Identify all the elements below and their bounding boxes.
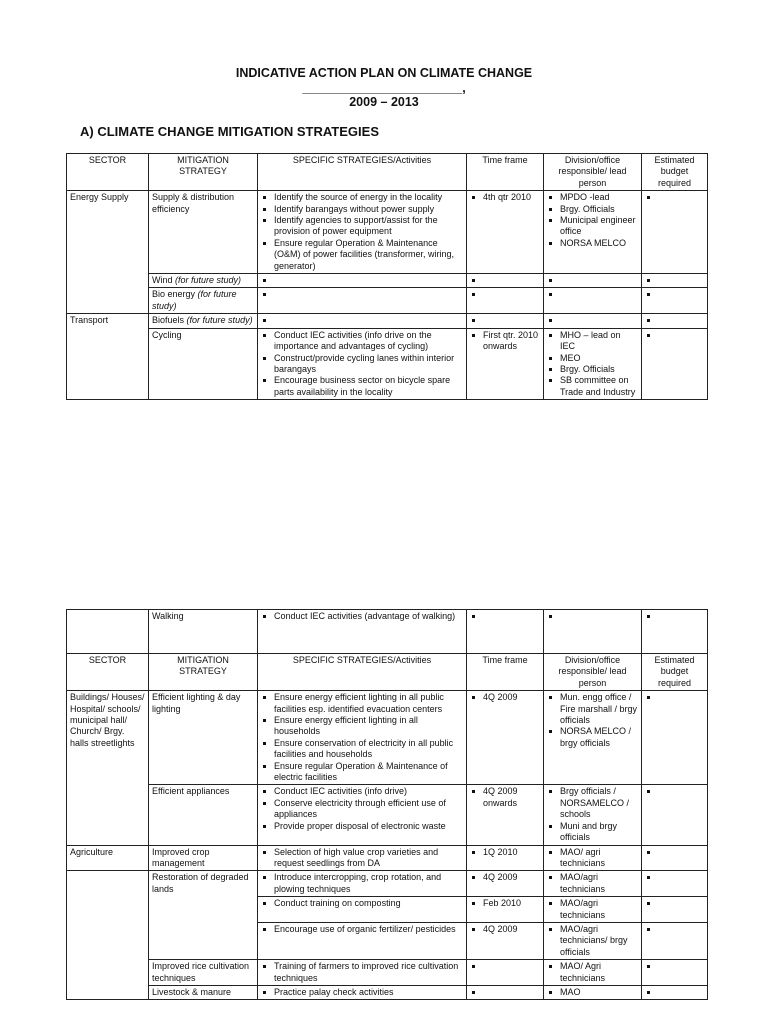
sector-agriculture: Agriculture xyxy=(67,845,149,871)
list-item: Provide proper disposal of electronic waste xyxy=(261,821,463,832)
list-item: Feb 2010 xyxy=(470,898,540,909)
budget-cell xyxy=(642,871,708,897)
division-cell xyxy=(544,871,642,897)
header-strategy: MITIGATION STRATEGY xyxy=(149,154,258,191)
header-division: Division/office responsible/ lead person xyxy=(544,154,642,191)
year-range: 2009 – 2013 xyxy=(349,95,419,109)
list-item: Conserve electricity through efficient use of appliances xyxy=(261,798,463,821)
sector-transport: Transport xyxy=(67,314,149,400)
list-item: Ensure conservation of electricity in all public facilities and households xyxy=(261,738,463,761)
division-cell xyxy=(544,960,642,986)
sector-cell-empty xyxy=(67,871,149,1000)
header-row xyxy=(67,154,708,191)
section-heading-mitigation: A) CLIMATE CHANGE MITIGATION STRATEGIES xyxy=(80,124,379,139)
division-cell xyxy=(544,845,642,871)
list-item: Conduct IEC activities (advantage of walking) xyxy=(261,611,463,622)
list-item: MAO/agri technicians/ brgy officials xyxy=(547,924,638,958)
list-item: Identify agencies to support/assist for the provision of power equipment xyxy=(261,215,463,238)
activities-cell xyxy=(258,871,467,897)
table-row xyxy=(67,191,708,274)
activities-cell xyxy=(258,610,467,654)
strategy-efficient-appliances: Efficient appliances xyxy=(149,785,258,845)
bullet xyxy=(645,192,704,203)
strategy-efficient-lighting: Efficient lighting & day lighting xyxy=(149,691,258,785)
list-item: 4th qtr 2010 xyxy=(470,192,540,203)
list-item: 4Q 2009 onwards xyxy=(470,786,540,809)
sector-cell-empty xyxy=(67,610,149,654)
header-budget: Estimated budget required xyxy=(642,154,708,191)
header-activities: SPECIFIC STRATEGIES/Activities xyxy=(258,154,467,191)
strategy-cycling: Cycling xyxy=(149,328,258,399)
list-item: Conduct IEC activities (info drive) xyxy=(261,786,463,797)
budget-cell xyxy=(642,985,708,999)
activities-cell xyxy=(258,691,467,785)
list-item: Identify barangays without power supply xyxy=(261,204,463,215)
budget-cell xyxy=(642,922,708,959)
budget-cell xyxy=(642,191,708,274)
table-row xyxy=(67,785,708,845)
list-item: Encourage business sector on bicycle spare parts availability in the locality xyxy=(261,375,463,398)
sector-energy-supply: Energy Supply xyxy=(67,191,149,314)
division-cell xyxy=(544,610,642,654)
table-row xyxy=(67,288,708,314)
header-timeframe: Time frame xyxy=(467,154,544,191)
budget-cell xyxy=(642,288,708,314)
list-item: Construct/provide cycling lanes within interior barangays xyxy=(261,353,463,376)
activities-cell xyxy=(258,274,467,288)
division-cell xyxy=(544,785,642,845)
division-cell xyxy=(544,985,642,999)
list-item: Brgy officials / NORSAMELCO / schools xyxy=(547,786,638,820)
table-row xyxy=(67,610,708,654)
division-cell xyxy=(544,191,642,274)
activities-cell xyxy=(258,328,467,399)
list-item: 4Q 2009 xyxy=(470,692,540,703)
budget-cell xyxy=(642,314,708,328)
list-item: Brgy. Officials xyxy=(547,364,638,375)
list-item: Ensure regular Operation & Maintenance of electric facilities xyxy=(261,761,463,784)
budget-cell xyxy=(642,274,708,288)
division-cell xyxy=(544,314,642,328)
list-item: NORSA MELCO xyxy=(547,238,638,249)
strategy-livestock: Livestock & manure xyxy=(149,985,258,999)
table-row xyxy=(67,314,708,328)
strategy-rice-cultivation: Improved rice cultivation techniques xyxy=(149,960,258,986)
list-item: Conduct IEC activities (info drive on the importance and advantages of cycling) xyxy=(261,330,463,353)
list-item: Introduce intercropping, crop rotation, and plowing techniques xyxy=(261,872,463,895)
header-budget: Estimated budget required xyxy=(642,654,708,691)
activities-cell xyxy=(258,191,467,274)
list-item: First qtr. 2010 onwards xyxy=(470,330,540,353)
strategy-bio-energy: Bio energy (for future study) xyxy=(149,288,258,314)
list-item: MAO/ agri technicians xyxy=(547,847,638,870)
budget-cell xyxy=(642,328,708,399)
budget-cell xyxy=(642,897,708,923)
table-row xyxy=(67,691,708,785)
list-item: Selection of high value crop varieties and request seedlings from DA xyxy=(261,847,463,870)
list-item: MAO xyxy=(547,987,638,998)
timeframe-cell xyxy=(467,871,544,897)
header-division: Division/office responsible/ lead person xyxy=(544,654,642,691)
list-item: Encourage use of organic fertilizer/ pesticides xyxy=(261,924,463,935)
budget-cell xyxy=(642,610,708,654)
timeframe-cell xyxy=(467,328,544,399)
timeframe-cell xyxy=(467,985,544,999)
list-item: Training of farmers to improved rice cultivation techniques xyxy=(261,961,463,984)
activities-cell xyxy=(258,922,467,959)
timeframe-cell xyxy=(467,960,544,986)
strategy-restoration: Restoration of degraded lands xyxy=(149,871,258,960)
list-item: Brgy. Officials xyxy=(547,204,638,215)
strategy-biofuels: Biofuels (for future study) xyxy=(149,314,258,328)
list-item: MEO xyxy=(547,353,638,364)
list-item: 4Q 2009 xyxy=(470,924,540,935)
header-timeframe: Time frame xyxy=(467,654,544,691)
timeframe-cell xyxy=(467,785,544,845)
budget-cell xyxy=(642,691,708,785)
timeframe-cell xyxy=(467,191,544,274)
list-item: Identify the source of energy in the locality xyxy=(261,192,463,203)
strategy-supply-efficiency: Supply & distribution efficiency xyxy=(149,191,258,274)
list-item: MAO/agri technicians xyxy=(547,872,638,895)
list-item: MAO/agri technicians xyxy=(547,898,638,921)
activities-cell xyxy=(258,897,467,923)
table-row xyxy=(67,328,708,399)
table-row xyxy=(67,845,708,871)
activities-cell xyxy=(258,288,467,314)
list-item: Ensure energy efficient lighting in all households xyxy=(261,715,463,738)
list-item: MPDO -lead xyxy=(547,192,638,203)
table-row xyxy=(67,871,708,897)
list-item: MHO – lead on IEC xyxy=(547,330,638,353)
budget-cell xyxy=(642,785,708,845)
list-item: Ensure energy efficient lighting in all public facilities esp. identified evacuation centers xyxy=(261,692,463,715)
table-row xyxy=(67,960,708,986)
division-cell xyxy=(544,691,642,785)
list-item: 4Q 2009 xyxy=(470,872,540,883)
activities-cell xyxy=(258,314,467,328)
division-cell xyxy=(544,897,642,923)
timeframe-cell xyxy=(467,288,544,314)
division-cell xyxy=(544,288,642,314)
header-sector: SECTOR xyxy=(67,654,149,691)
list-item: Mun. engg office / Fire marshall / brgy officials xyxy=(547,692,638,726)
mitigation-table-part-2 xyxy=(66,609,708,1000)
division-cell xyxy=(544,922,642,959)
timeframe-cell xyxy=(467,314,544,328)
list-item: Conduct training on composting xyxy=(261,898,463,909)
list-item: MAO/ Agri technicians xyxy=(547,961,638,984)
table-row xyxy=(67,274,708,288)
budget-cell xyxy=(642,960,708,986)
document-title: INDICATIVE ACTION PLAN ON CLIMATE CHANGE xyxy=(235,66,533,80)
timeframe-cell xyxy=(467,691,544,785)
strategy-wind: Wind (for future study) xyxy=(149,274,258,288)
strategy-crop-management: Improved crop management xyxy=(149,845,258,871)
header-strategy: MITIGATION STRATEGY xyxy=(149,654,258,691)
activities-cell xyxy=(258,785,467,845)
timeframe-cell xyxy=(467,897,544,923)
header-row xyxy=(67,654,708,691)
strategy-walking: Walking xyxy=(149,610,258,654)
list-item: NORSA MELCO / brgy officials xyxy=(547,726,638,749)
budget-cell xyxy=(642,845,708,871)
activities-cell xyxy=(258,845,467,871)
list-item: Practice palay check activities xyxy=(261,987,463,998)
mitigation-table-part-1 xyxy=(66,153,708,400)
timeframe-cell xyxy=(467,610,544,654)
timeframe-cell xyxy=(467,845,544,871)
list-item: 1Q 2010 xyxy=(470,847,540,858)
timeframe-cell xyxy=(467,274,544,288)
list-item: SB committee on Trade and Industry xyxy=(547,375,638,398)
division-cell xyxy=(544,328,642,399)
list-item: Ensure regular Operation & Maintenance (O&M) of power facilities (transformer, wiring, generator) xyxy=(261,238,463,272)
list-item: Municipal engineer office xyxy=(547,215,638,238)
header-sector: SECTOR xyxy=(67,154,149,191)
header-activities: SPECIFIC STRATEGIES/Activities xyxy=(258,654,467,691)
timeframe-cell xyxy=(467,922,544,959)
sector-buildings: Buildings/ Houses/ Hospital/ schools/ municipal hall/ Church/ Brgy. halls streetlights xyxy=(67,691,149,845)
list-item: Muni and brgy officials xyxy=(547,821,638,844)
division-cell xyxy=(544,274,642,288)
table-row xyxy=(67,985,708,999)
activities-cell xyxy=(258,985,467,999)
activities-cell xyxy=(258,960,467,986)
blank-line: _______________________, xyxy=(302,81,466,95)
